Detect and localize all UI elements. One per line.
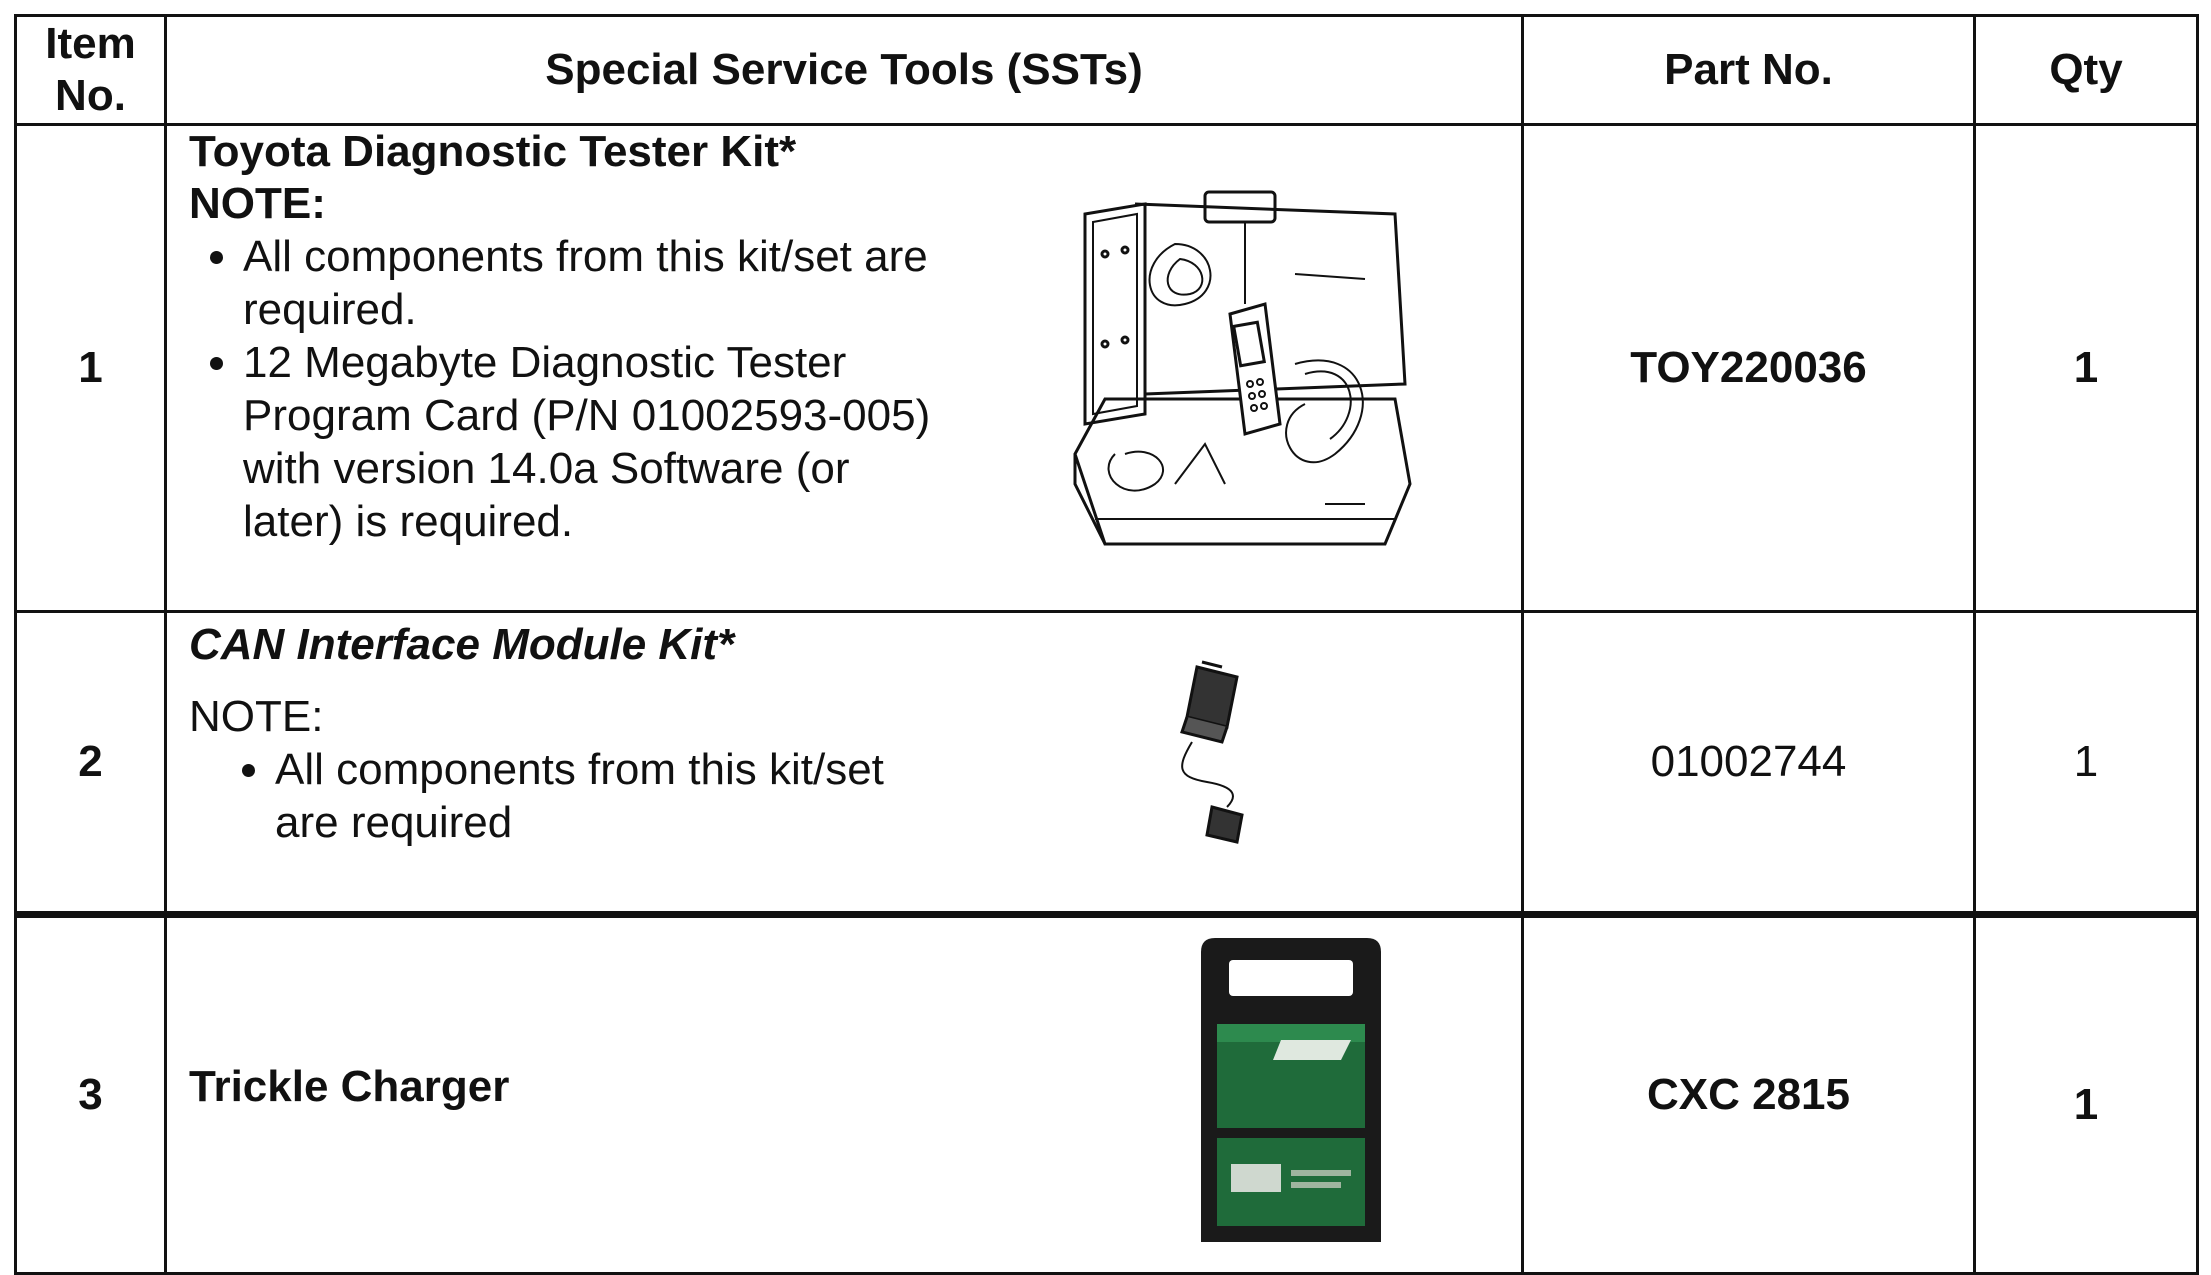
part-number: CXC 2815 [1523, 915, 1975, 1274]
tool-name: Trickle Charger [189, 1062, 510, 1111]
tool-description-cell [166, 915, 1523, 1274]
quantity: 1 [1975, 915, 2198, 1274]
item-number: 3 [16, 915, 166, 1274]
part-number: TOY220036 [1523, 125, 1975, 612]
header-item-no-line2: No. [55, 71, 126, 120]
table-row [16, 915, 2198, 1274]
header-item-no-line1: Item [45, 19, 136, 68]
note-label: NOTE: [189, 692, 324, 741]
sst-table [14, 14, 2199, 1275]
tool-text [189, 126, 933, 548]
note-list [189, 230, 933, 548]
part-number: 01002744 [1523, 612, 1975, 915]
header-item-no [16, 16, 166, 125]
header-part-no: Part No. [1523, 16, 1975, 125]
tool-name: CAN Interface Module Kit* [189, 620, 735, 669]
note-item: • All components from this kit/set are required. [243, 230, 933, 336]
note-label: NOTE: [189, 179, 326, 228]
quantity: 1 [1975, 612, 2198, 915]
header-qty: Qty [1975, 16, 2198, 125]
trickle-charger-icon [1191, 932, 1391, 1248]
header-tools: Special Service Tools (SSTs) [166, 16, 1523, 125]
can-interface-module-icon [1167, 657, 1257, 857]
tool-description-cell [166, 612, 1523, 915]
diagnostic-tester-kit-case-icon [1065, 184, 1417, 568]
tool-text [189, 619, 915, 849]
table-row [16, 125, 2198, 612]
note-list [189, 743, 915, 849]
quantity: 1 [1975, 125, 2198, 612]
table-row [16, 612, 2198, 915]
note-item: • All components from this kit/set are required [275, 743, 915, 849]
note-item: • 12 Megabyte Diagnostic Tester Program Card (P/N 01002593-005) with version 14.0a Software (or later) is required. [243, 336, 933, 548]
header-row [16, 16, 2198, 125]
tool-description-cell [166, 125, 1523, 612]
item-number: 2 [16, 612, 166, 915]
item-number: 1 [16, 125, 166, 612]
tool-name: Toyota Diagnostic Tester Kit* [189, 127, 797, 176]
